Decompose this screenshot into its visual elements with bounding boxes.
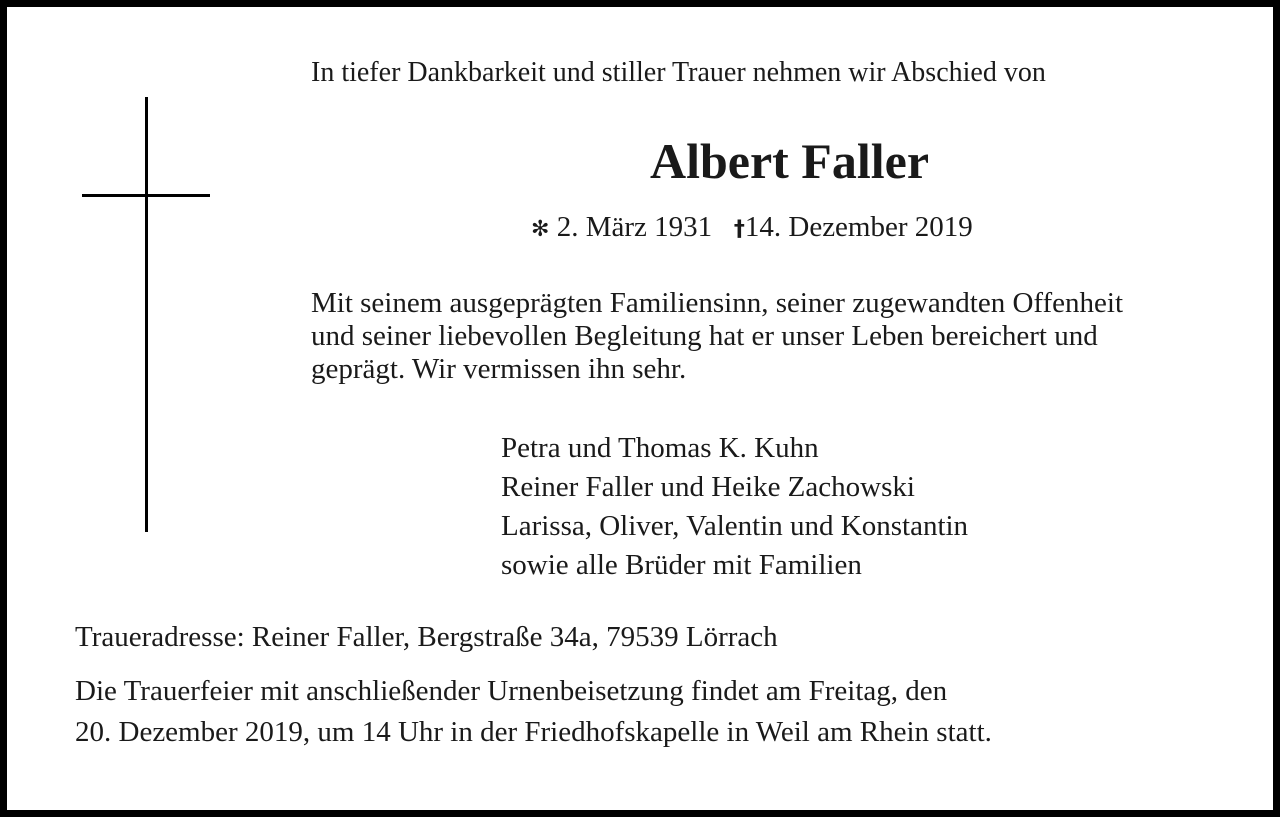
birth-date: 2. März 1931 xyxy=(556,211,713,243)
deceased-name: Albert Faller xyxy=(649,133,930,189)
life-dates xyxy=(531,209,973,248)
mourner-line: Reiner Faller und Heike Zachowski xyxy=(501,471,915,503)
ceremony-line: 20. Dezember 2019, um 14 Uhr in der Friedhofskapelle in Weil am Rhein statt. xyxy=(75,716,992,748)
birth-star-icon: ✻ xyxy=(531,217,550,242)
death-cross-icon: † xyxy=(733,217,745,242)
tribute-line: Mit seinem ausgeprägten Familiensinn, seiner zugewandten Offenheit xyxy=(311,287,1124,319)
mourners-list xyxy=(501,429,968,585)
ceremony-info xyxy=(75,671,992,753)
cross-horizontal-bar xyxy=(82,194,210,197)
ceremony-line: Die Trauerfeier mit anschließender Urnenbeisetzung findet am Freitag, den xyxy=(75,675,948,707)
mourning-address: Traueradresse: Reiner Faller, Bergstraße 34a, 79539 Lörrach xyxy=(75,621,778,653)
mourner-line: sowie alle Brüder mit Familien xyxy=(501,549,862,581)
tribute-text xyxy=(311,287,1123,386)
intro-text: In tiefer Dankbarkeit und stiller Trauer nehmen wir Abschied von xyxy=(311,57,1046,88)
mourner-line: Petra und Thomas K. Kuhn xyxy=(501,432,819,464)
tribute-line: geprägt. Wir vermissen ihn sehr. xyxy=(311,353,687,385)
tribute-line: und seiner liebevollen Begleitung hat er unser Leben bereichert und xyxy=(311,320,1098,352)
mourner-line: Larissa, Oliver, Valentin und Konstantin xyxy=(501,510,969,542)
death-date: 14. Dezember 2019 xyxy=(744,211,973,243)
